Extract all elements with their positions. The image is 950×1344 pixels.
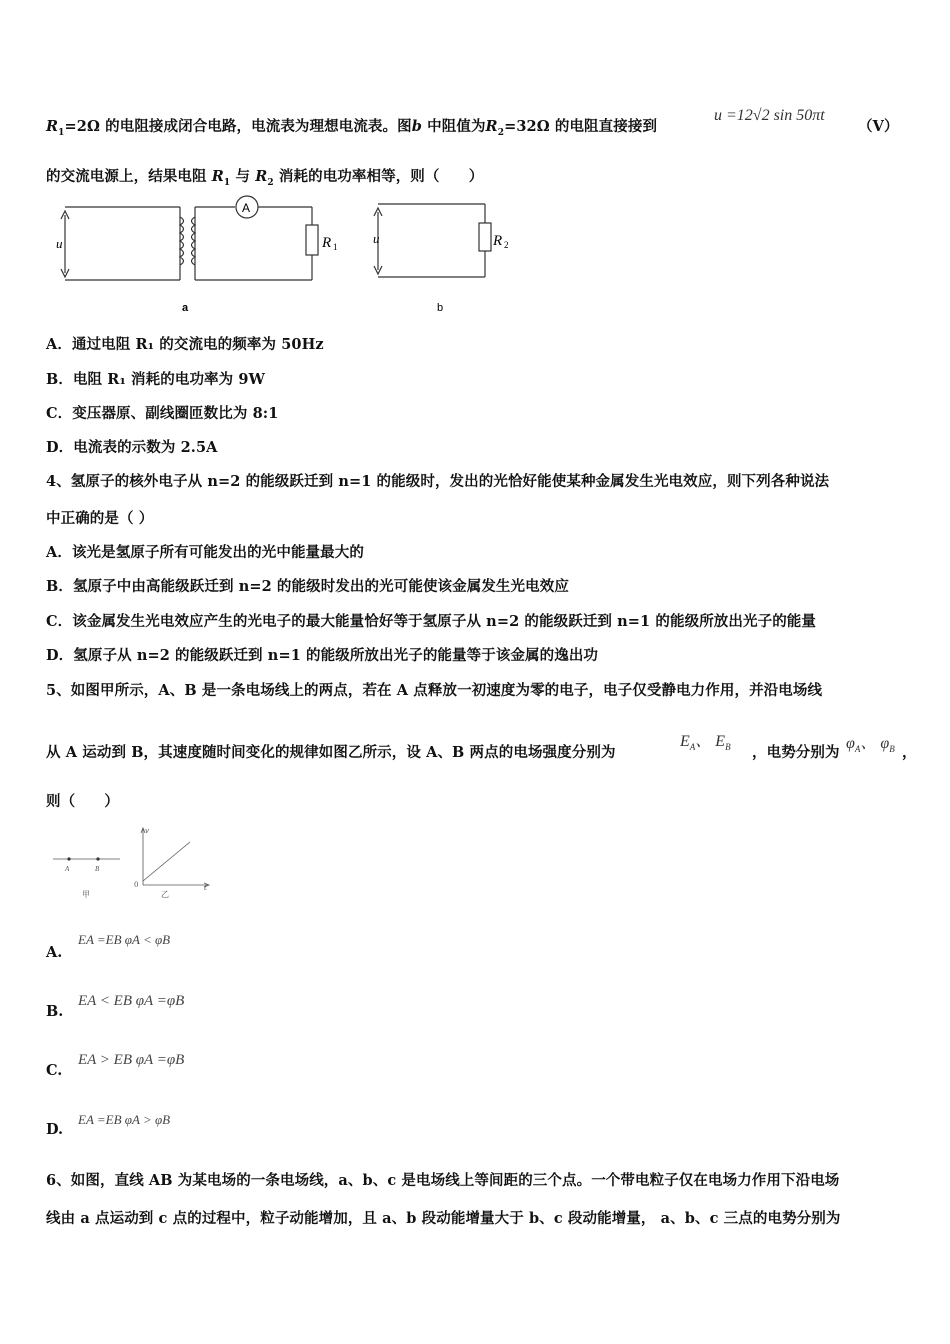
fig-origin: 0 — [134, 881, 139, 889]
fig-axis-t: t — [204, 884, 207, 892]
fig-b-label: b — [437, 302, 444, 314]
q3-option-a[interactable]: A．通过电阻 R₁ 的交流电的频率为 50Hz — [46, 336, 324, 353]
q4-stem-line1: 4、氢原子的核外电子从 n=2 的能级跃迁到 n=1 的能级时，发出的光恰好能使某种金属发生光电效应，则下列各种说法 — [46, 473, 830, 490]
q5-stem-line1: 5、如图甲所示，A、B 是一条电场线上的两点，若在 A 点释放一初速度为零的电子，电子仅受静电力作用，并沿电场线 — [46, 682, 823, 699]
q5-stem-end: ， — [902, 744, 917, 761]
q5-option-b-expr[interactable]: EA < EB φA =φB — [78, 993, 185, 1009]
q5-option-d-label[interactable]: D. — [46, 1121, 64, 1138]
fig-a-R1: R — [322, 235, 332, 251]
fig-a-label: a — [182, 302, 189, 314]
svg-text:2: 2 — [504, 240, 509, 250]
fig-point-B: B — [95, 865, 100, 873]
q6-stem-line1: 6、如图，直线 AB 为某电场的一条电场线，a、b、c 是电场线上等间距的三个点。一个带电粒子仅在电场力作用下沿电场 — [46, 1172, 840, 1189]
q6-stem-line2: 线由 a 点运动到 c 点的过程中，粒子动能增加，且 a、b 段动能增量大于 b、c 段动能增量， a、b、c 三点的电势分别为 — [46, 1210, 841, 1227]
q5-option-c-label[interactable]: C. — [46, 1062, 63, 1079]
q3-line1: $R_1=2\Omega$ 的电阻接成闭合电路，电流表为理想电流表。图b 中阻值为$R_2=32\Omega$ 的电阻直接接到 — [46, 118, 658, 138]
q5-stem-mid: ，电势分别为 — [752, 744, 840, 761]
q4-option-a[interactable]: A．该光是氢原子所有可能发出的光中能量最大的 — [46, 544, 364, 561]
q5-option-a-label[interactable]: A. — [46, 944, 63, 961]
q5-option-a-expr[interactable]: EA =EB φA < φB — [78, 932, 171, 947]
q4-stem-line2: 中正确的是（ ） — [46, 510, 154, 527]
q3-option-d[interactable]: D．电流表的示数为 2.5A — [46, 439, 218, 456]
q5-figure — [48, 823, 228, 908]
fig-b-R2: R — [493, 233, 503, 249]
ammeter-label: A — [242, 201, 251, 215]
q5-stem-line2: 从 A 运动到 B，其速度随时间变化的规律如图乙所示，设 A、B 两点的电场强度分别为 — [46, 744, 616, 761]
q3-unit: （V） — [858, 118, 899, 135]
q3-formula: u =12√2 sin 50πt — [714, 107, 825, 124]
q4-option-d[interactable]: D．氢原子从 n=2 的能级跃迁到 n=1 的能级所放出光子的能量等于该金属的逸出功 — [46, 647, 599, 664]
fig-point-A: A — [65, 865, 70, 873]
q3-line2: 的交流电源上，结果电阻 $R_1$ 与 $R_2$ 消耗的电功率相等，则（ ） — [46, 168, 484, 188]
fig-jia-label: 甲 — [82, 890, 90, 899]
q3-option-b[interactable]: B．电阻 R₁ 消耗的电功率为 9W — [46, 371, 265, 388]
q5-E-symbols: $E_A$、 $E_B$ — [680, 733, 731, 753]
q4-option-b[interactable]: B．氢原子中由高能级跃迁到 n=2 的能级时发出的光可能使该金属发生光电效应 — [46, 578, 569, 595]
circuit-figure-a — [50, 195, 350, 315]
q5-phi-symbols: $\varphi_A$、 $\varphi_B$ — [846, 735, 895, 755]
fig-axis-v: v — [145, 827, 149, 835]
q5-stem-line3: 则（ ） — [46, 793, 119, 810]
q5-option-b-label[interactable]: B. — [46, 1003, 64, 1020]
fig-b-u: u — [373, 231, 380, 246]
q5-option-c-expr[interactable]: EA > EB φA =φB — [78, 1052, 185, 1068]
fig-yi-label: 乙 — [161, 890, 169, 899]
fig-a-u: u — [56, 236, 63, 251]
q5-option-d-expr[interactable]: EA =EB φA > φB — [78, 1112, 171, 1127]
q3-option-c[interactable]: C．变压器原、副线圈匝数比为 8:1 — [46, 405, 279, 422]
svg-text:1: 1 — [333, 242, 338, 252]
q4-option-c[interactable]: C．该金属发生光电效应产生的光电子的最大能量恰好等于氢原子从 n=2 的能级跃迁到 n=1 的能级所放出光子的能量 — [46, 613, 816, 630]
circuit-figure-b — [370, 195, 520, 315]
